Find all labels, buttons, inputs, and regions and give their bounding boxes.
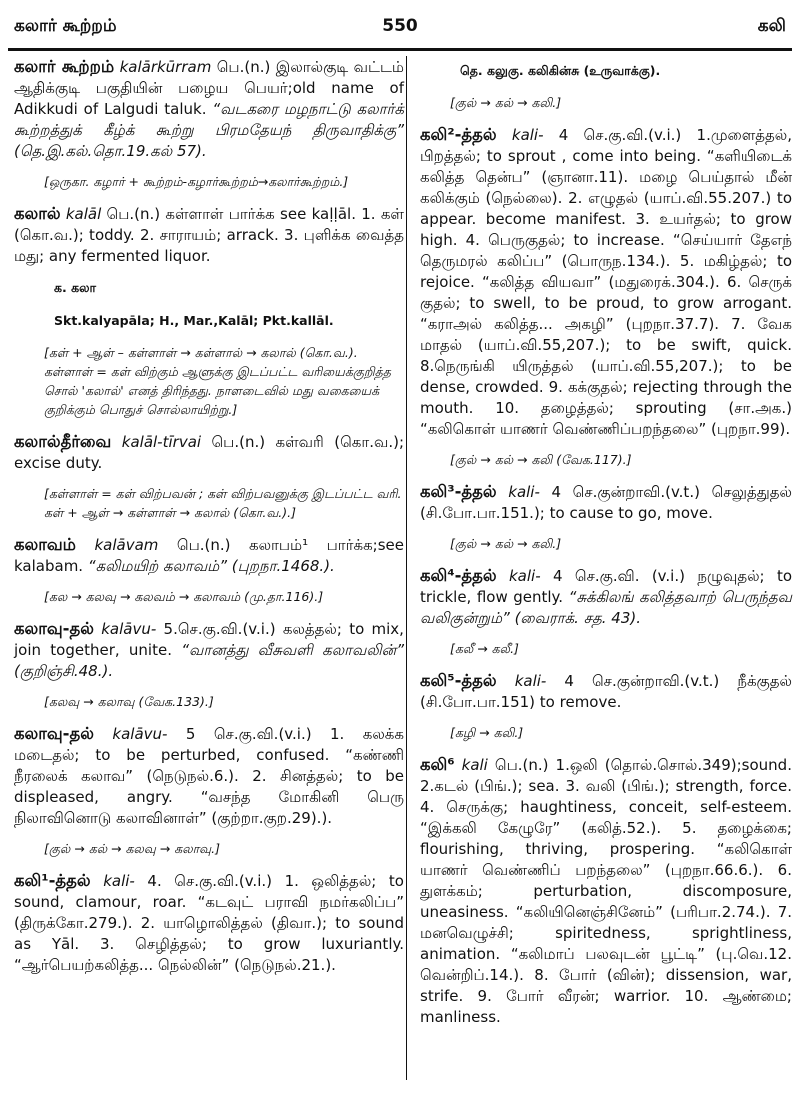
entry-definition: கலாபம்¹ பார்க்க;see kalabam. — [14, 536, 404, 575]
page-number: 550 — [382, 16, 418, 36]
entry-etymology-note: [கல → கலவு → கலவம் → கலாவம் (மு.தா.116).] — [44, 589, 324, 604]
page-header — [0, 0, 800, 44]
entry-headword: கலி²-த்தல் — [420, 125, 497, 144]
entry-transliteration: kali — [461, 756, 488, 774]
entry-headword: கலி⁴-த்தல் — [420, 566, 497, 585]
header-rule — [8, 48, 792, 51]
entry-definition: இலால்குடி வட்டம் ஆதிக்குடி பகுதியின் பழைய பெயர்;old name of Adikkudi of Lalgudi taluk. — [14, 58, 404, 118]
entry-pos: 4. செ.கு.வி.(v.i.) — [147, 872, 272, 890]
entry-pos: 5.செ.கு.வி.(v.i.) — [163, 620, 276, 638]
dictionary-entry — [14, 431, 404, 522]
entry-cognates: தெ. கலுகு. கலிகின்சு (உருவாக்கு). — [460, 63, 661, 78]
entry-citation: “கலிமயிற் கலாவம்” (புறநா.1468.). — [87, 557, 335, 575]
entry-headword: கலார் கூற்றம் — [14, 57, 115, 76]
entry-pos: பெ.(n.) — [211, 433, 266, 451]
entry-transliteration: kali- — [103, 872, 135, 890]
entry-definition: கள்வரி (கொ.வ.); excise duty. — [14, 433, 404, 472]
entry-transliteration: kalāvu- — [112, 725, 168, 743]
dictionary-entry — [14, 618, 404, 711]
entry-pos: பெ.(n.) — [106, 205, 161, 223]
entry-headword: கலி³-த்தல் — [420, 482, 497, 501]
entry-headword: கலாவு-தல் — [14, 619, 94, 638]
entry-citation: “சுக்கிலங் கலித்தவாற் பெருந்தவ வலிகுன்றும்” (வைராக். சத. 43). — [420, 588, 792, 627]
entry-definition: கள்ளாள் பார்க்க see kaḷḷāl. 1. கள் (கொ.வ.); toddy. 2. சாராயம்; arrack. 3. புளிக்க வைத்த மது; any fermented liquor. — [14, 205, 404, 265]
entry-text — [14, 618, 404, 682]
entry-transliteration: kalāvam — [94, 536, 159, 554]
entry-pos: 4 செ.குன்றாவி.(v.t.) — [564, 672, 720, 690]
entry-text — [420, 670, 792, 713]
entry-etymology-note: [கழி → கலி.] — [450, 725, 524, 740]
entry-text — [420, 124, 792, 440]
dictionary-entry — [14, 56, 404, 191]
entry-text — [420, 565, 792, 629]
entry-cognates: Skt.kalyapāla; H., Mar.,Kalāl; Pkt.kallāl. — [54, 313, 334, 328]
entry-headword: கலி⁶ — [420, 755, 455, 774]
entry-definition: 1. கலக்க மடைதல்; to be perturbed, confused. “கண்ணி நீரலைக் கலாவ” (நெடுநல்.6.). 2. சினத்தல்; to be displeased, angry. “வசந்த மோகினி பெரு நிலாவினொடு கலாவினாள்” (குற்றா.குற.29).). — [14, 725, 404, 827]
entry-definition: 1.முளைத்தல், பிறத்தல்; to sprout , come into being. “களியிடைக் கலித்த தென்ப” (ஞானா.11). மழை பெய்தால் மீன் கலிக்கும் (நெல்லை). 2. எழுதல் (யாப்.வி.55.207.) to appear. become manifest. 3. உயர்தல்; to grow high. 4. பெருகுதல்; to increase. “செய்யார் தேஎந் தெருமரல் கலிப்ப” (பொருந.134.). 5. மகிழ்தல்; to rejoice. “கலித்த வியவா” (மதுரைக்.304.). 6. செருக் குதல்; to swell, to be proud, to grow arrogant. “கராஅல் கலித்த... அகழி” (புறநா.37.7). 7. வேக மாதல் (யாப்.வி.55,207.); to be swift, quick. 8.நெருங்கி யிருத்தல் (யாப்.வி.55,207.); to be dense, crowded. 9. கக்குதல்; rejecting through the mouth. 10. தழைத்தல்; sprouting (சா.அக.) “கலிகொள் யாணர் வெண்ணிப்பறந்தலை” (புறநா.99). — [420, 126, 792, 438]
entry-transliteration: kali- — [509, 567, 541, 585]
dictionary-entry — [14, 534, 404, 606]
entry-citation: “வானத்து வீசுவளி கலாவலின்” (குறிஞ்சி.48.). — [14, 641, 404, 680]
entry-pos: பெ.(n.) — [176, 536, 231, 554]
entry-pos: 4 செ.கு.வி.(v.i.) — [558, 126, 682, 144]
column-divider — [406, 56, 407, 1080]
entry-definition: கலத்தல்; to mix, join together, unite. — [14, 620, 404, 659]
entry-text — [14, 870, 404, 976]
entry-transliteration: kali- — [508, 483, 540, 501]
dictionary-entry — [14, 870, 404, 976]
dictionary-entry — [420, 565, 792, 658]
entry-cognates: க. கலா — [54, 280, 96, 295]
left-column — [14, 56, 404, 986]
dictionary-entry — [14, 723, 404, 858]
entry-transliteration: kalāl-tīrvai — [121, 433, 202, 451]
entry-pos: பெ.(n.) — [494, 756, 549, 774]
right-column — [420, 56, 792, 1038]
running-head-right: கலி — [757, 16, 786, 36]
entry-etymology-note: [கலவு → கலாவு (வேக.133).] — [44, 694, 214, 709]
dictionary-entry — [420, 754, 792, 1028]
dictionary-entry — [420, 60, 792, 112]
entry-text — [14, 723, 404, 829]
entry-pos: 5 செ.கு.வி.(v.i.) — [185, 725, 312, 743]
entry-etymology-note: [குல் → கல் → கலி.] — [450, 95, 562, 110]
entry-text — [14, 56, 404, 162]
entry-headword: கலி¹-த்தல் — [14, 871, 91, 890]
entry-pos: பெ.(n.) — [216, 58, 271, 76]
dictionary-entry — [420, 481, 792, 553]
dictionary-entry — [14, 203, 404, 419]
entry-etymology-note: [கள்ளாள் = கள் விற்பவன் ; கள் விற்பவனுக்கு இடப்பட்ட வரி. கள் + ஆள் → கள்ளாள் → கலால் (கொ.வ.).] — [44, 486, 402, 520]
entry-definition: செலுத்துதல் (சி.போ.பா.151.); to cause to go, move. — [420, 483, 792, 522]
entry-transliteration: kali- — [514, 672, 547, 690]
entry-pos: 4 செ.குன்றாவி.(v.t.) — [551, 483, 700, 501]
entry-text — [420, 481, 792, 524]
entry-definition: நீக்குதல் (சி.போ.பா.151) to remove. — [420, 672, 792, 711]
entry-transliteration: kali- — [511, 126, 544, 144]
entry-headword: கலாவு-தல் — [14, 724, 94, 743]
entry-headword: கலால்தீர்வை — [14, 432, 112, 451]
dictionary-entry — [420, 124, 792, 469]
entry-pos: 4 செ.கு.வி. (v.i.) — [553, 567, 685, 585]
entry-headword: கலி⁵-த்தல் — [420, 671, 497, 690]
entry-text — [14, 203, 404, 267]
entry-headword: கலாவம் — [14, 535, 76, 554]
entry-citation: “வடகரை மழநாட்டு கலார்க் கூற்றத்துக் கீழ்க் கூற்று பிரமதேயந் திருவாதிக்கு” (தெ.இ.கல்.தொ.19.கல் 57). — [14, 100, 404, 160]
entry-definition: 1.ஒலி (தொல்.சொல்.349);sound. 2.கடல் (பிங்.); sea. 3. வலி (பிங்.); strength, force. 4. செருக்கு; haughtiness, conceit, self-esteem. “இக்கலி கேழுரே” (கலித்.52.). 5. தழைக்கை; flourishing, thriving, prospering. “கலிகொள் யாணர் வெண்ணிப் பறந்தலை” (புறநா.66.6.). 6. துளக்கம்; perturbation, discomposure, uneasiness. “கலியினெஞ்சினேம்” (பரிபா.2.74.). 7. மனவெழுச்சி; spiritedness, sprightliness, animation. “கலிமாப் பலவுடன் பூட்டி” (பு.வெ.12. வென்றிப்.14.). 8. போர் (வின்); dissension, war, strife. 9. போர் வீரன்; warrior. 10. ஆண்மை; manliness. — [420, 756, 792, 1026]
entry-etymology-note: [குல் → கல் → கலவு → கலாவு.] — [44, 841, 220, 856]
entry-text — [14, 534, 404, 577]
entry-etymology-note: [ஒருகா. கழார் + கூற்றம்-கழார்கூற்றம்→கலார்கூற்றம்.] — [44, 174, 349, 189]
dictionary-entry — [420, 670, 792, 742]
entry-headword: கலால் — [14, 204, 61, 223]
entry-etymology-note: [குல் → கல் → கலி (வேக.117).] — [450, 452, 632, 467]
entry-etymology-note: [கலீ → கலீ.] — [450, 641, 519, 656]
entry-transliteration: kalāl — [65, 205, 102, 223]
entry-etymology-note: [குல் → கல் → கலி.] — [450, 536, 562, 551]
entry-definition: நழுவுதல்; to trickle, flow gently. — [420, 567, 792, 606]
entry-transliteration: kalāvu- — [101, 620, 157, 638]
running-head-left: கலார் கூற்றம் — [14, 16, 117, 36]
entry-text — [420, 754, 792, 1028]
entry-text — [14, 431, 404, 474]
entry-etymology-note: [கள் + ஆள் – கள்ளாள் → கள்ளால் → கலால் (கொ.வ.). கள்ளாள் = கள் விற்கும் ஆளுக்கு இடப்பட்ட வரியைக்குறித்த சொல் 'கலால்' எனத் திரிந்தது. நாளடைவில் மது வகையைக் குறிக்கும் பொதுச் சொல்லாயிற்று.] — [44, 345, 391, 417]
entry-definition: 1. ஒலித்தல்; to sound, clamour, roar. “கடவுட் பராவி நமர்கலிப்ப” (திருக்கோ.279.). 2. யாழொலித்தல் (திவா.); to sound as Yāl. 3. செழித்தல்; to grow luxuriantly. “ஆர்பெயற்கலித்த... நெல்லின்” (நெடுநல்.21.). — [14, 872, 404, 974]
entry-transliteration: kalārkūrram — [119, 58, 212, 76]
